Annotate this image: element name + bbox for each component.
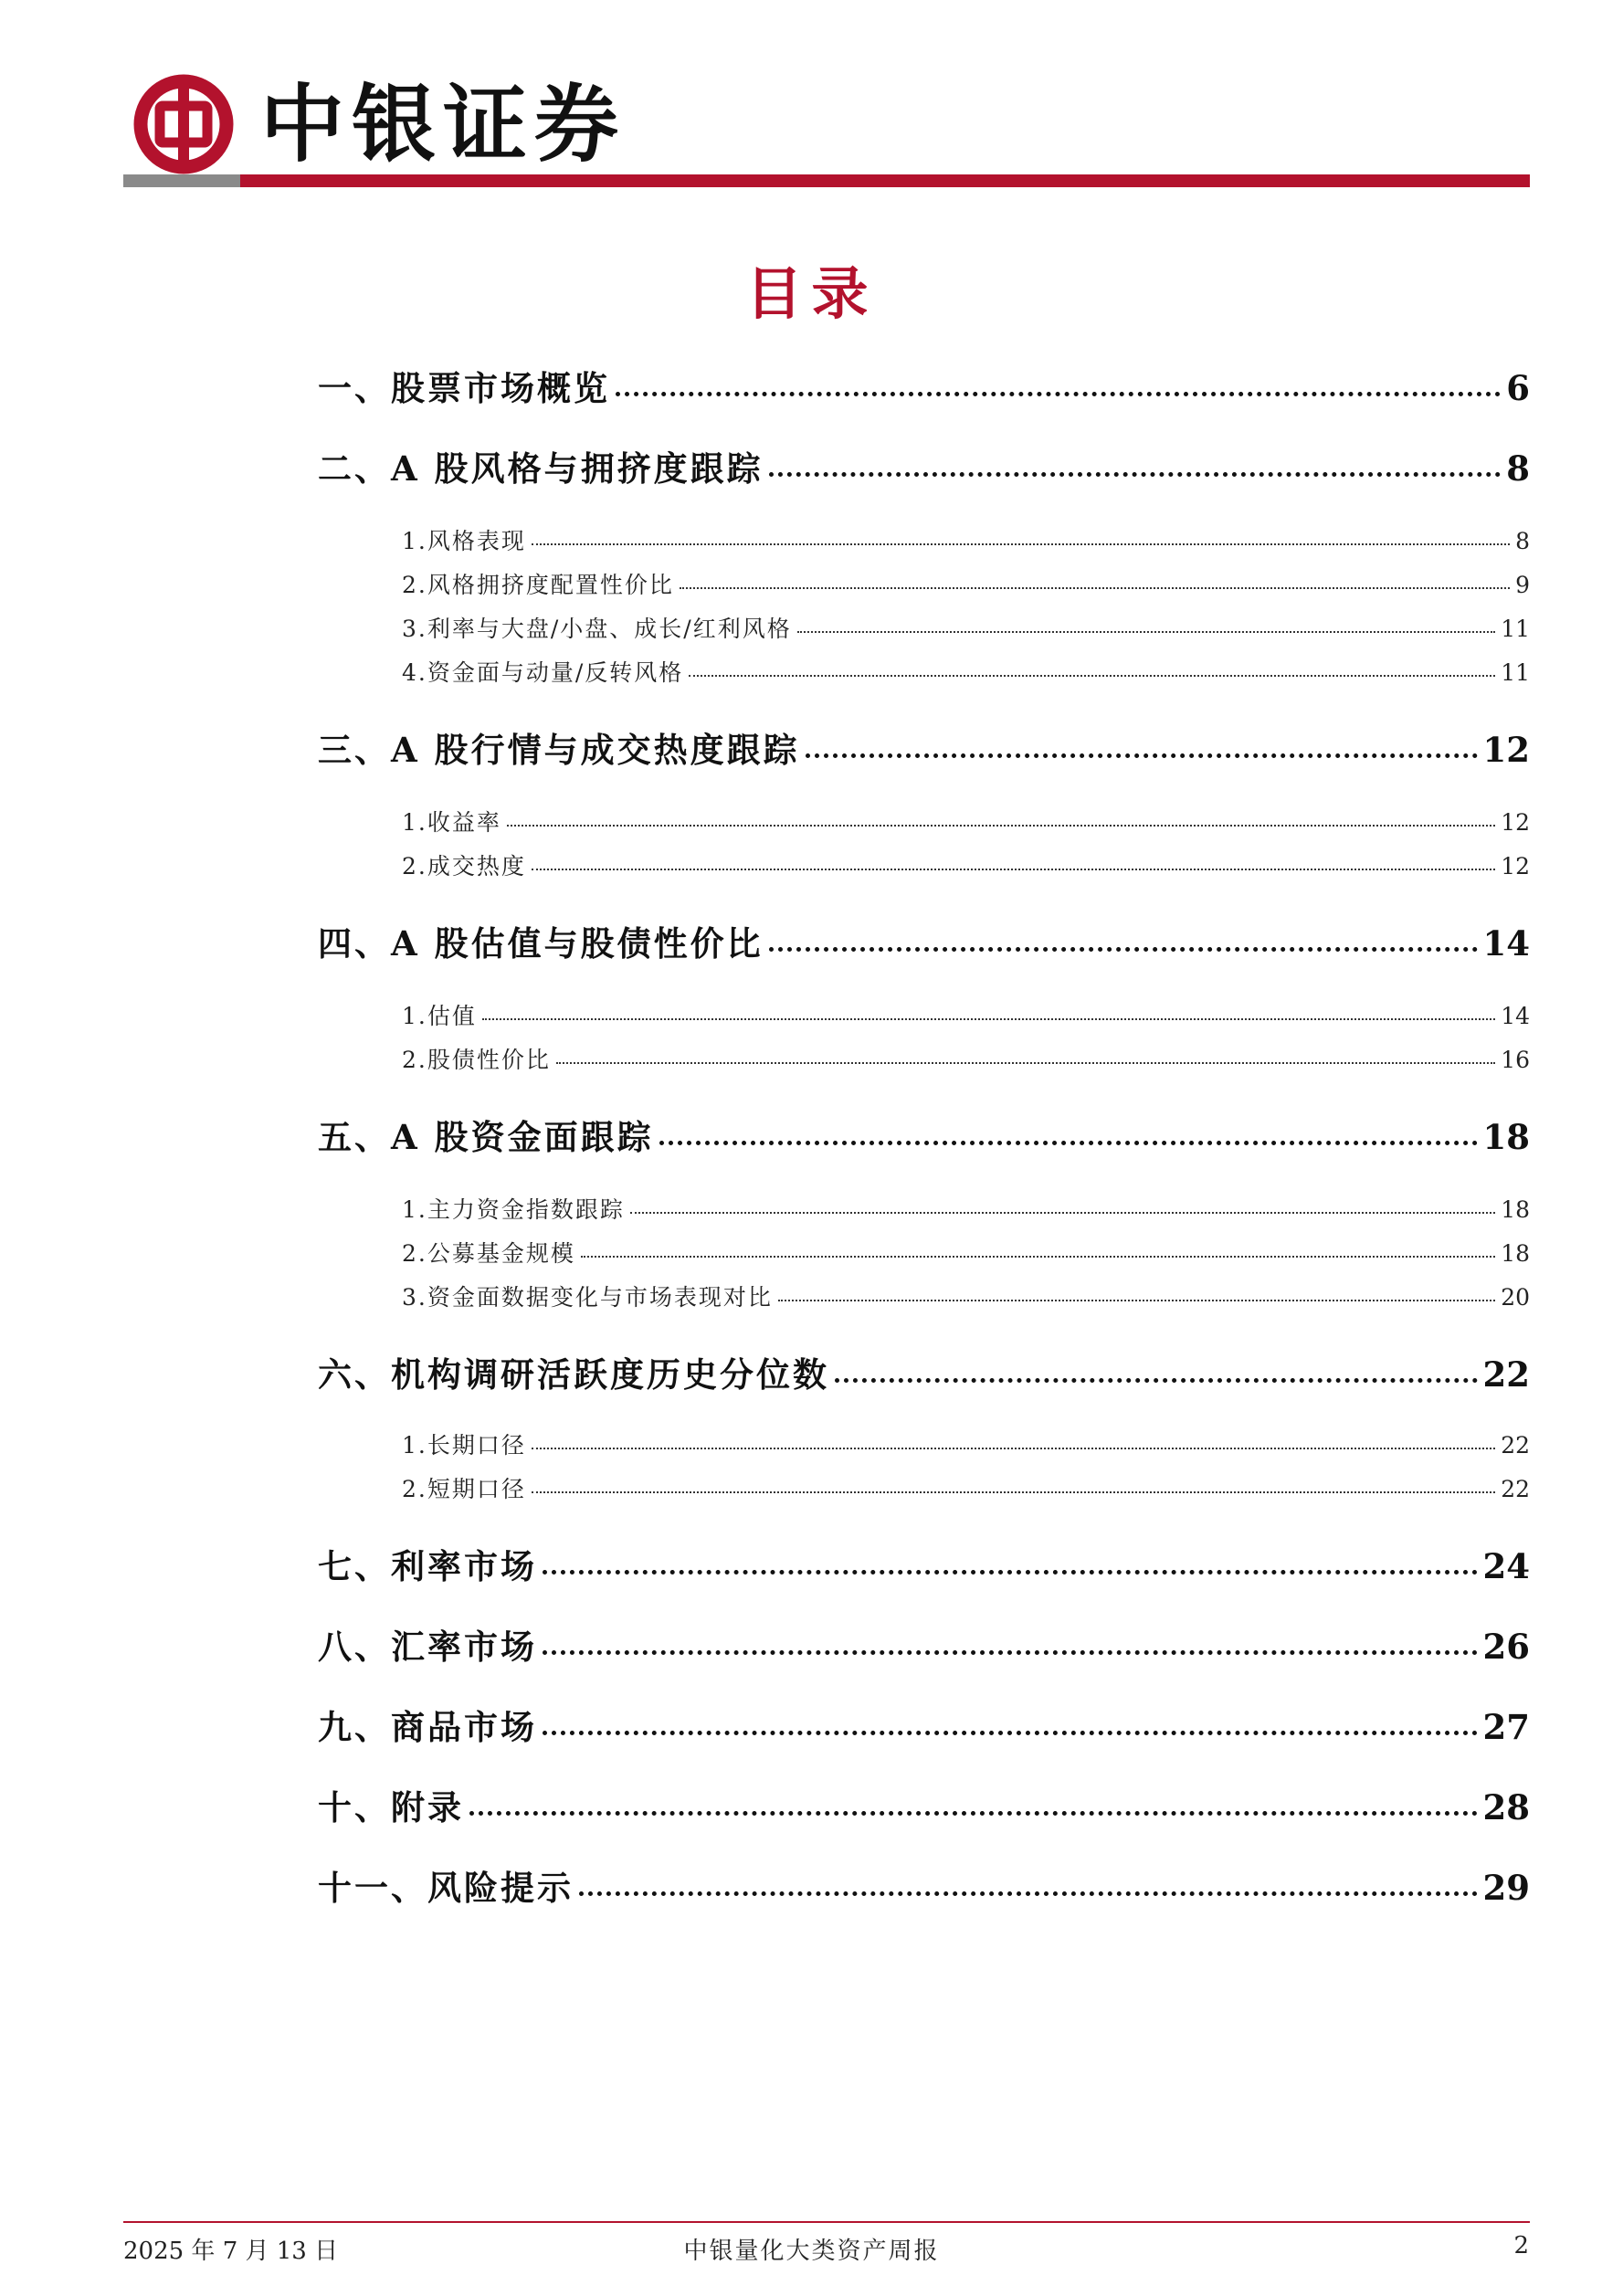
- toc-entry-page: 12: [1482, 730, 1530, 770]
- toc-dot-leader: [797, 630, 1495, 633]
- toc-entry-label: 2.风格拥挤度配置性价比: [402, 572, 674, 598]
- toc-entry-label: 2.成交热度: [402, 853, 526, 879]
- toc-entry-label: 1.风格表现: [402, 528, 526, 554]
- toc-entry-label: 九、商品市场: [318, 1707, 537, 1747]
- toc-dot-leader: [689, 674, 1495, 677]
- toc-entry-page: 20: [1501, 1284, 1530, 1311]
- toc-subsection-entry[interactable]: [402, 655, 1530, 688]
- toc-entry-label: 1.主力资金指数跟踪: [402, 1196, 625, 1223]
- toc-section-entry[interactable]: [318, 1700, 1530, 1749]
- toc-entry-label: 三、A 股行情与成交热度跟踪: [318, 730, 800, 770]
- toc-section-entry[interactable]: [318, 441, 1530, 490]
- toc-subsection-entry[interactable]: [402, 848, 1530, 881]
- toc-entry-page: 18: [1501, 1196, 1530, 1223]
- toc-dot-leader: [532, 542, 1510, 545]
- toc-dot-leader: [835, 1377, 1478, 1383]
- toc-entry-label: 3.利率与大盘/小盘、成长/红利风格: [402, 616, 792, 642]
- toc-section-entry[interactable]: [318, 1110, 1530, 1159]
- toc-entry-page: 14: [1501, 1003, 1530, 1029]
- toc-entry-label: 十一、风险提示: [318, 1868, 574, 1908]
- toc-dot-leader: [543, 1649, 1478, 1655]
- toc-subsection-entry[interactable]: [402, 1427, 1530, 1460]
- toc-dot-leader: [806, 753, 1478, 758]
- toc-entry-page: 11: [1501, 616, 1530, 642]
- toc-entry-page: 6: [1506, 368, 1530, 408]
- footer-date: 2025 年 7 月 13 日: [123, 2238, 339, 2265]
- toc-dot-leader: [556, 1061, 1495, 1064]
- toc-section-entry[interactable]: [318, 1539, 1530, 1588]
- toc-dot-leader: [769, 946, 1478, 952]
- toc-dot-leader: [769, 471, 1502, 477]
- toc-entry-page: 22: [1482, 1354, 1530, 1395]
- toc-subsection-entry[interactable]: [402, 805, 1530, 837]
- toc-entry-page: 8: [1515, 528, 1530, 554]
- toc-entry-page: 14: [1482, 923, 1530, 964]
- toc-subsection-entry[interactable]: [402, 1042, 1530, 1075]
- toc-dot-leader: [579, 1891, 1478, 1896]
- bank-of-china-logo-icon: [132, 73, 235, 175]
- toc-dot-leader: [778, 1299, 1495, 1301]
- header-rule-gray: [123, 174, 240, 187]
- toc-dot-leader: [543, 1569, 1478, 1575]
- toc-entry-label: 一、股票市场概览: [318, 368, 610, 408]
- toc-section-entry[interactable]: [318, 1780, 1530, 1829]
- toc-title: 目录: [745, 260, 878, 327]
- toc-dot-leader: [532, 1490, 1495, 1493]
- toc-subsection-entry[interactable]: [402, 567, 1530, 600]
- brand-name: 中银证券: [260, 75, 627, 174]
- toc-entry-page: 29: [1482, 1868, 1530, 1908]
- header-rule-red: [240, 174, 1530, 187]
- toc-section-entry[interactable]: [318, 1347, 1530, 1396]
- toc-entry-page: 24: [1482, 1546, 1530, 1586]
- toc-entry-label: 十、附录: [318, 1787, 464, 1827]
- toc-subsection-entry[interactable]: [402, 1192, 1530, 1225]
- toc-dot-leader: [507, 824, 1495, 827]
- toc-section-entry[interactable]: [318, 722, 1530, 772]
- toc-entry-label: 六、机构调研活跃度历史分位数: [318, 1354, 829, 1395]
- toc-dot-leader: [543, 1730, 1478, 1735]
- toc-entry-label: 1.收益率: [402, 809, 501, 836]
- toc-entry-page: 12: [1501, 809, 1530, 836]
- toc-dot-leader: [482, 1017, 1495, 1020]
- toc-entry-label: 2.公募基金规模: [402, 1240, 575, 1267]
- toc-entry-label: 2.股债性价比: [402, 1047, 551, 1073]
- toc-subsection-entry[interactable]: [402, 998, 1530, 1031]
- toc-section-entry[interactable]: [318, 1860, 1530, 1910]
- toc-entry-label: 二、A 股风格与拥挤度跟踪: [318, 448, 764, 489]
- footer-rule: [123, 2221, 1530, 2223]
- toc-entry-label: 2.短期口径: [402, 1476, 526, 1502]
- toc-entry-page: 22: [1501, 1432, 1530, 1459]
- page-header: [123, 55, 1530, 192]
- toc-entry-page: 28: [1482, 1787, 1530, 1827]
- toc-subsection-entry[interactable]: [402, 1280, 1530, 1312]
- toc-entry-page: 9: [1515, 572, 1530, 598]
- toc-dot-leader: [581, 1255, 1495, 1258]
- toc-dot-leader: [630, 1211, 1495, 1214]
- toc-entry-page: 11: [1501, 659, 1530, 686]
- toc-dot-leader: [532, 1447, 1495, 1449]
- toc-entry-label: 1.长期口径: [402, 1432, 526, 1459]
- toc-section-entry[interactable]: [318, 916, 1530, 965]
- toc-section-entry[interactable]: [318, 361, 1530, 410]
- toc-entry-label: 七、利率市场: [318, 1546, 537, 1586]
- footer-page-number: 2: [1513, 2232, 1529, 2259]
- toc-entry-label: 五、A 股资金面跟踪: [318, 1117, 654, 1157]
- toc-dot-leader: [680, 586, 1510, 589]
- footer-report-name: 中银量化大类资产周报: [683, 2238, 940, 2265]
- toc-entry-page: 12: [1501, 853, 1530, 879]
- toc-entry-page: 18: [1501, 1240, 1530, 1267]
- toc-dot-leader: [659, 1140, 1478, 1145]
- toc-entry-page: 27: [1482, 1707, 1530, 1747]
- toc-entry-label: 1.估值: [402, 1003, 477, 1029]
- toc-entry-label: 八、汇率市场: [318, 1627, 537, 1667]
- toc-entry-page: 26: [1482, 1627, 1530, 1667]
- toc-section-entry[interactable]: [318, 1619, 1530, 1669]
- toc-entry-label: 3.资金面数据变化与市场表现对比: [402, 1284, 773, 1311]
- toc-dot-leader: [616, 391, 1501, 396]
- toc-entry-page: 18: [1482, 1117, 1530, 1157]
- toc-subsection-entry[interactable]: [402, 611, 1530, 644]
- toc-entry-label: 四、A 股估值与股债性价比: [318, 923, 764, 964]
- toc-entry-page: 16: [1501, 1047, 1530, 1073]
- toc-subsection-entry[interactable]: [402, 1236, 1530, 1269]
- toc-entry-page: 22: [1501, 1476, 1530, 1502]
- toc-dot-leader: [532, 868, 1495, 870]
- toc-entry-page: 8: [1506, 448, 1530, 489]
- toc-entry-label: 4.资金面与动量/反转风格: [402, 659, 684, 686]
- toc-dot-leader: [469, 1810, 1478, 1816]
- toc-subsection-entry[interactable]: [402, 1471, 1530, 1504]
- toc-subsection-entry[interactable]: [402, 523, 1530, 556]
